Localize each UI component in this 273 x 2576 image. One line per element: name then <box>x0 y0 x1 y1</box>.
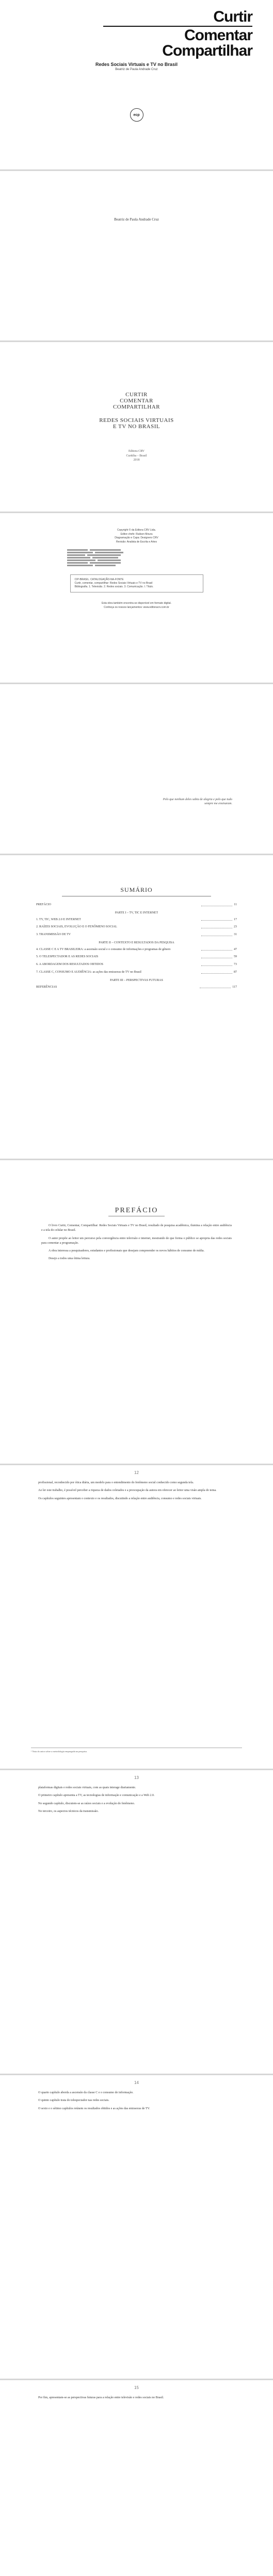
summary-item[interactable] <box>36 985 237 990</box>
page-number: 15 <box>134 2385 139 2390</box>
summary-part: PARTE II – CONTEXTO E RESULTADOS DA PESQUISA <box>99 941 174 944</box>
body-paragraph: Ao ler este trabalho, é possível perceber a riqueza de dados coletados e a preocupação da autora em oferecer ao leitor uma visão ampla do tema. <box>38 1489 217 1493</box>
summary-item-text: 7. CLASSE C, CONSUMO E AUDIÊNCIA: as ações das emissoras de TV no Brasil <box>36 970 141 974</box>
summary-item-text: 5. O TELESPECTADOR E AS REDES SOCIAIS <box>36 955 99 959</box>
body-paragraph: O quarto capítulo aborda a ascensão da classe C e o consumo de informação. <box>38 2091 134 2094</box>
summary-item[interactable] <box>36 947 237 952</box>
body-paragraph: No terceiro, os aspectos técnicos da transmissão. <box>38 1809 99 1813</box>
body-paragraph: No segundo capítulo, discutem-se as raízes sociais e a evolução do fenômeno. <box>38 1802 135 1805</box>
catalog-line: CIP-BRASIL. CATALOGAÇÃO-NA-FONTE <box>74 578 124 581</box>
title-line: COMENTAR <box>120 398 153 404</box>
summary-item-page: 31 <box>234 933 237 937</box>
leader-dots <box>201 925 232 928</box>
half-title-author: Beatriz de Paula Andrade Cruz <box>114 217 159 222</box>
body-paragraph: O primeiro capítulo apresenta a TV, as tecnologias de informação e comunicação e a Web 2.0. <box>38 1794 155 1798</box>
preface-body <box>41 1224 232 1262</box>
title-line: CURTIR <box>125 392 148 398</box>
summary-part: PARTE I – TV, TIC E INTERNET <box>115 911 158 914</box>
leader-dots <box>201 903 232 906</box>
cover-subtitle: Redes Sociais Virtuais e TV no Brasil <box>95 62 178 67</box>
summary-item-page: 23 <box>234 925 237 929</box>
title-block <box>0 392 273 410</box>
summary-item-page: 87 <box>234 970 237 974</box>
copyright-line: Diagramação e Capa: Designers CRV <box>115 536 158 539</box>
summary-item-page: 117 <box>232 985 237 989</box>
body-page <box>0 2380 273 2576</box>
brand-line-1: Curtir <box>213 8 252 25</box>
summary-item-text: 4. CLASSE C E A TV BRASILEIRA: a ascensão social e o consumo de informações e programas de gênero <box>36 947 171 951</box>
brand-line-2: Comentar <box>184 27 252 44</box>
leader-dots <box>201 962 232 966</box>
subtitle-line: REDES SOCIAIS VIRTUAIS <box>99 417 174 424</box>
body-text <box>31 1481 242 1501</box>
summary-part: PARTE III – PERSPECTIVAS FUTURAS <box>110 978 163 982</box>
editorial-board <box>67 549 139 567</box>
summary-item[interactable] <box>36 933 237 937</box>
copyright-footer-line: Conheça os nossos lançamentos: www.editoracrv.com.br <box>104 605 169 609</box>
copyright-line: Revisão: Analista de Escrita e Artes <box>116 540 157 544</box>
body-text <box>31 2396 242 2400</box>
summary-item-text: 6. A ABORDAGEM DOS RESULTADOS OBTIDOS <box>36 963 103 967</box>
brand-line-3: Compartilhar <box>162 42 252 59</box>
page-number: 12 <box>134 1470 139 1475</box>
summary-item-page: 47 <box>234 947 237 951</box>
preface-paragraph: Desejo a todos uma ótima leitura. <box>49 1257 90 1261</box>
summary-item[interactable] <box>36 925 237 929</box>
footnote: ¹ Nota do autor sobre a metodologia empregada na pesquisa. <box>31 1748 242 1753</box>
body-paragraph: Por fim, apresentam-se as perspectivas futuras para a relação entre televisão e redes sociais no Brasil. <box>38 2396 164 2399</box>
preface-paragraph: O livro Curtir, Comentar, Compartilhar: Redes Sociais Virtuais e TV no Brasil, resultado de pesquisa acadêmica, ilumina a relação entre audiência e a tela do celular no Brasil. <box>41 1224 232 1232</box>
copyright-header <box>0 529 273 544</box>
body-paragraph: O quinto capítulo trata do telespectador nas redes sociais. <box>38 2099 109 2103</box>
body-page <box>0 2075 273 2379</box>
leader-dots <box>201 918 232 921</box>
cover-author: Beatriz de Paula Andrade Cruz <box>115 68 158 71</box>
leader-dots <box>201 955 232 958</box>
body-paragraph: profissional, reconhecido por ótica diária, um modelo para o entendimento do fenômeno social conhecido como segunda tela. <box>38 1481 194 1484</box>
summary-item-page: 17 <box>234 918 237 921</box>
imprint <box>0 449 273 462</box>
summary-item-text: REFERÊNCIAS <box>36 985 57 989</box>
body-paragraph: plataformas digitais e redes sociais virtuais, com as quais interage diariamente. <box>38 1786 136 1789</box>
body-text <box>31 1786 242 1814</box>
summary-item[interactable] <box>36 962 237 967</box>
catalog-line: Bibliografia. 1. Televisão. 2. Redes sociais. 3. Comunicação. I. Título. <box>74 585 154 588</box>
summary-item[interactable] <box>36 955 237 959</box>
subtitle-line: E TV NO BRASIL <box>113 423 160 430</box>
catalog-line: Curtir, comentar, compartilhar: Redes Sociais Virtuais e TV no Brasil <box>74 582 153 585</box>
page-number: 14 <box>134 2080 139 2085</box>
preface-page <box>0 1160 273 1464</box>
title-line: COMPARTILHAR <box>113 404 160 411</box>
body-paragraph: O sexto e o sétimo capítulos reúnem os resultados obtidos e as ações das emissoras de TV. <box>38 2107 150 2110</box>
imprint-line: Curitiba – Brasil <box>126 454 147 457</box>
summary-item[interactable] <box>36 918 237 922</box>
summary-item-text: 2. RAÍZES SOCIAIS, EVOLUÇÃO E O FENÔMENO SOCIAL <box>36 925 117 929</box>
dedication-page <box>0 684 273 854</box>
summary-list <box>36 903 237 989</box>
leader-dots <box>201 947 232 951</box>
copyright-page <box>0 513 273 683</box>
preface-paragraph: O autor propõe ao leitor um percurso pela convergência entre televisão e internet, mostrando de que forma o público se apropria das redes sociais para comentar a programação. <box>41 1236 232 1245</box>
leader-dots <box>200 985 231 989</box>
body-text <box>31 2091 242 2111</box>
preface-paragraph: A obra interessa a pesquisadores, estudantes e profissionais que desejam compreender os novos hábitos de consumo de mídia. <box>49 1249 205 1253</box>
imprint-line: Editora CRV <box>128 450 145 453</box>
leader-dots <box>201 970 232 974</box>
summary-item[interactable] <box>36 970 237 975</box>
cover-brand <box>0 9 252 59</box>
preface-title: PREFÁCIO <box>115 1207 158 1214</box>
copyright-footer <box>0 602 273 609</box>
summary-page <box>0 855 273 1159</box>
summary-item-page: 11 <box>234 903 237 906</box>
catalog-box <box>70 574 203 592</box>
body-page <box>0 1770 273 2074</box>
copyright-line: Editor-chefe: Railson Moura <box>120 532 153 536</box>
body-paragraph: Os capítulos seguintes apresentam o contexto e os resultados, discutindo a relação entre audiência, consumo e redes sociais virtuais. <box>38 1497 202 1500</box>
dedication: Pelo que nenhum deles sabia de alegria e pelo que tudo sempre me ensinaram. <box>163 798 232 806</box>
body-page <box>0 1465 273 1769</box>
copyright-footer-line: Esta obra também encontra-se disponível em formato digital. <box>101 602 172 605</box>
cover-page <box>0 0 273 170</box>
summary-item-page: 73 <box>234 963 237 967</box>
summary-item-text: 1. TV, TIC, WEB 2.0 E INTERNET <box>36 918 81 921</box>
title-page <box>0 342 273 512</box>
summary-title: SUMÁRIO <box>120 886 153 893</box>
summary-item-text: PREFÁCIO <box>36 903 52 906</box>
page-number: 13 <box>134 1775 139 1780</box>
summary-item-text: 3. TRANSMISSÃO DE TV <box>36 933 71 937</box>
publisher-logo: ecp <box>130 108 143 122</box>
subtitle-block <box>0 417 273 430</box>
summary-item[interactable] <box>36 903 237 907</box>
summary-item-page: 59 <box>234 955 237 959</box>
half-title-page <box>0 171 273 341</box>
leader-dots <box>201 933 232 936</box>
imprint-line: 2018 <box>133 459 140 462</box>
copyright-line: Copyright © da Editora CRV Ltda. <box>117 529 156 532</box>
